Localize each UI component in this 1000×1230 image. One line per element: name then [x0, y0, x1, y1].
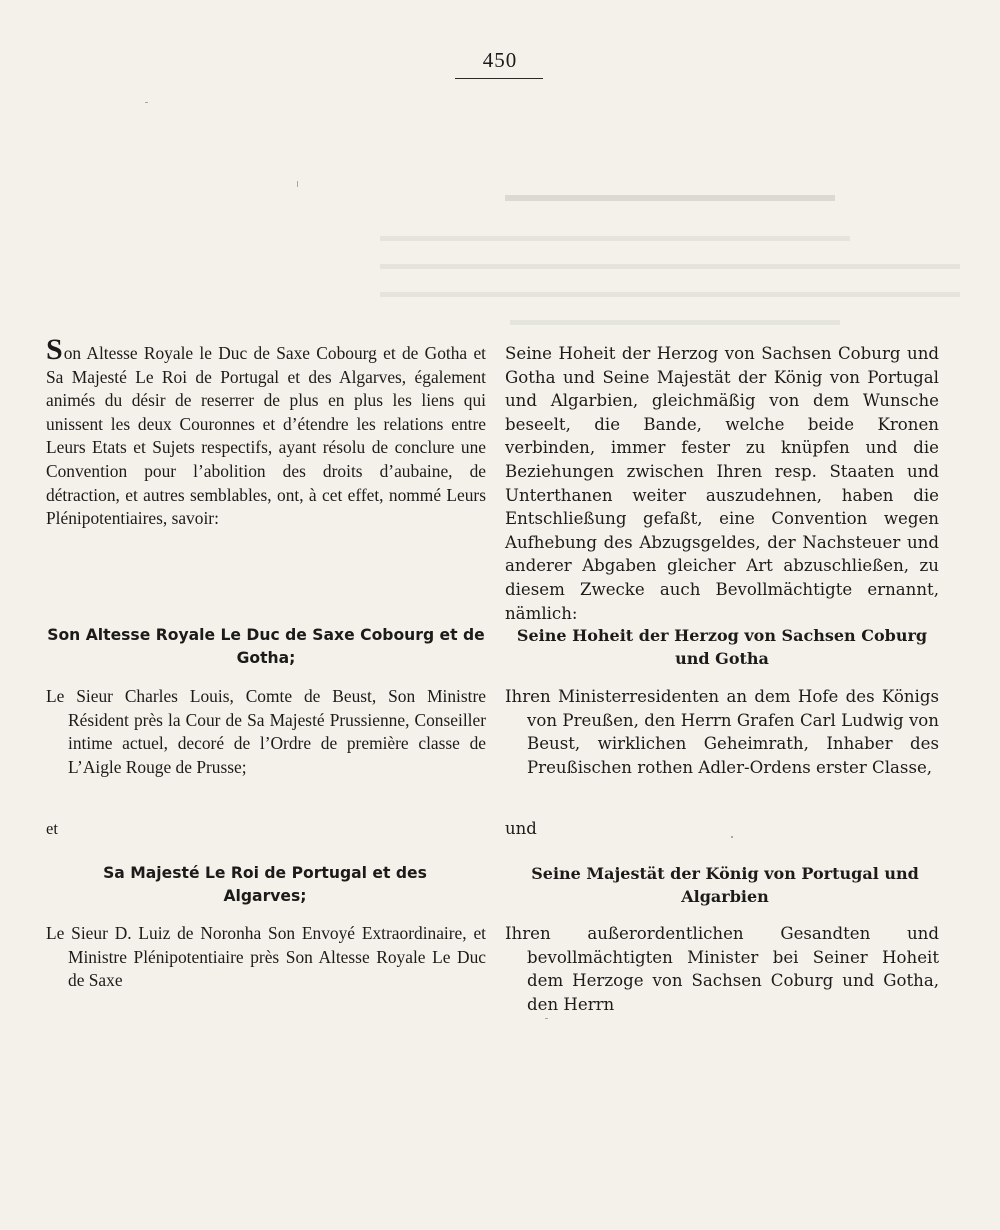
- german-heading-1: Seine Hoheit der Herzog von Sachsen Coburg und Gotha: [516, 626, 928, 668]
- bleed-through-block: [380, 228, 960, 338]
- german-plenipotentiary-1-block: [505, 685, 939, 779]
- french-heading-1-block: [46, 624, 486, 670]
- paper-speck: [545, 1018, 548, 1019]
- german-conjunction-block: [505, 817, 939, 841]
- french-column: [46, 333, 486, 531]
- drop-cap: S: [46, 333, 63, 366]
- paper-speck: [731, 836, 733, 838]
- french-plenipotentiary-2: Le Sieur D. Luiz de Noronha Son Envoyé Extraordinaire, et Ministre Plénipotentiaire près Son Altesse Royale Le Duc de Saxe: [46, 923, 486, 991]
- page-number: 450: [482, 48, 518, 72]
- german-plenipotentiary-2-block: [505, 922, 939, 1016]
- german-preamble: Seine Hoheit der Herzog von Sachsen Coburg und Gotha und Seine Majestät der König von Portugal und Algarbien, gleichmäßig von dem Wunsche beseelt, die Bande, welche beide Kronen verbinden, immer fester zu knüpfen und die Beziehungen zwischen Ihren resp. Staaten und Unterthanen weiter auszudehnen, haben die Entschließung gefaßt, eine Convention wegen Aufhebung des Abzugsgeldes, der Nachsteuer und anderer Abgaben gleicher Art abzuschließen, zu diesem Zwecke auch Bevollmächtigte ernannt, nämlich:: [505, 344, 939, 623]
- french-heading-2-block: [80, 862, 450, 908]
- paper-speck: [297, 181, 298, 187]
- french-heading-2: Sa Majesté Le Roi de Portugal et des Algarves;: [103, 864, 427, 905]
- french-conjunction-block: [46, 817, 486, 841]
- french-plenipotentiary-1: Le Sieur Charles Louis, Comte de Beust, Son Ministre Résident près la Cour de Sa Majesté Prussienne, Conseiller intime actuel, decoré de l’Ordre de première classe de L’Aigle Rouge de Prusse;: [46, 686, 486, 777]
- french-heading-1: Son Altesse Royale Le Duc de Saxe Cobourg et de Gotha;: [47, 626, 485, 667]
- page-number-rule: [455, 78, 543, 79]
- french-preamble: [46, 333, 486, 531]
- german-conjunction: und: [505, 819, 537, 838]
- german-heading-2-block: [525, 862, 925, 908]
- german-column: [505, 342, 939, 625]
- french-conjunction: et: [46, 819, 58, 838]
- french-plenipotentiary-2-block: [46, 922, 486, 993]
- german-heading-2: Seine Majestät der König von Portugal und Algarbien: [531, 864, 919, 906]
- german-plenipotentiary-1: Ihren Ministerresidenten an dem Hofe des Königs von Preußen, den Herrn Grafen Carl Ludwig von Beust, wirklichen Geheimrath, Inhaber des Preußischen rothen Adler-Ordens erster Classe,: [505, 687, 939, 777]
- french-preamble-text: on Altesse Royale le Duc de Saxe Cobourg et de Gotha et Sa Majesté Le Roi de Portugal et des Algarves, également animés du désir de reserrer de plus en plus les liens qui unissent les deux Couronnes et d’étendre les relations entre Leurs Etats et Sujets respectifs, ayant résolu de conclure une Convention pour l’abolition des droits d’aubaine, de détraction, et autres semblables, ont, à cet effet, nommé Leurs Plénipotentiaires, savoir:: [46, 343, 486, 529]
- german-heading-1-block: [505, 624, 939, 670]
- german-plenipotentiary-2: Ihren außerordentlichen Gesandten und bevollmächtigten Minister bei Seiner Hoheit dem Herzoge von Sachsen Coburg und Gotha, den Herrn: [505, 924, 939, 1014]
- paper-speck: [145, 102, 148, 103]
- french-plenipotentiary-1-block: [46, 685, 486, 779]
- bleed-through-title: [490, 172, 850, 210]
